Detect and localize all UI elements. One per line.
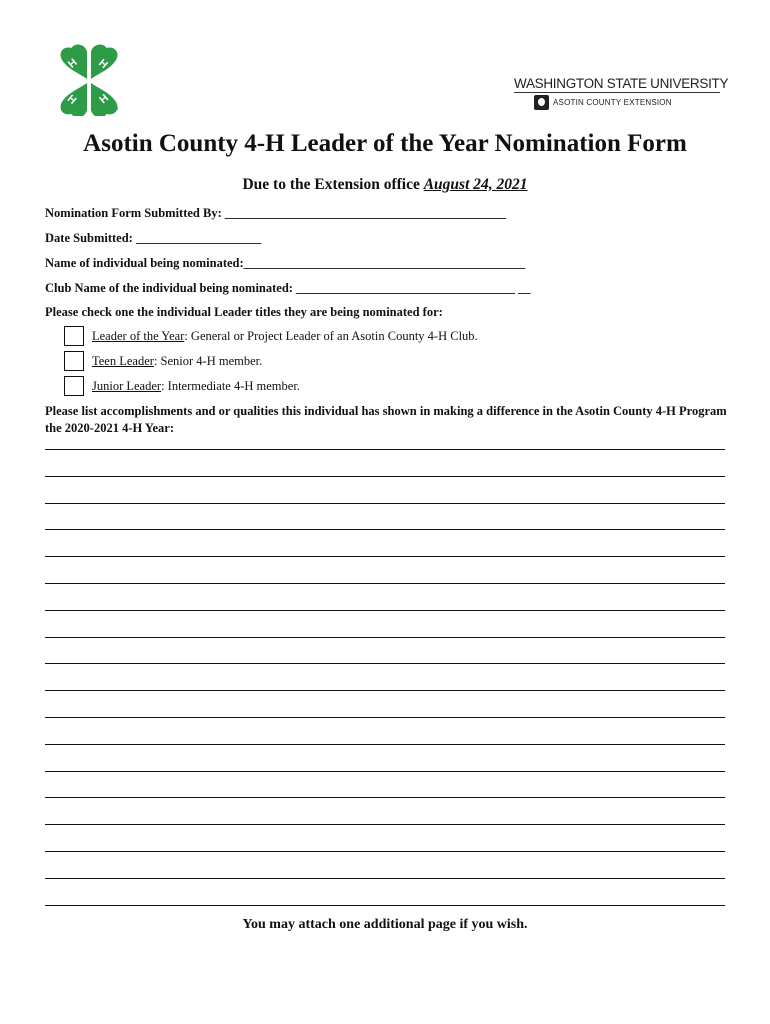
option-leader-of-year: [64, 325, 478, 347]
checkbox-leader-of-year[interactable]: [64, 326, 84, 346]
answer-line[interactable]: [45, 583, 725, 584]
answer-line[interactable]: [45, 797, 725, 798]
date-submitted-field[interactable]: Date Submitted: ____________________: [45, 231, 261, 245]
answer-line[interactable]: [45, 503, 725, 504]
answer-line[interactable]: [45, 637, 725, 638]
club-name-field[interactable]: Club Name of the individual being nominated: ___________________________________ __: [45, 281, 531, 295]
option-desc: : Senior 4-H member.: [153, 353, 263, 368]
answer-line[interactable]: [45, 449, 725, 450]
answer-line[interactable]: [45, 905, 725, 906]
due-date: August 24, 2021: [423, 176, 528, 193]
option-desc: : Intermediate 4-H member.: [161, 378, 300, 393]
answer-line[interactable]: [45, 529, 725, 530]
due-prefix: Due to the Extension office: [242, 176, 424, 193]
accomplishments-prompt: Please list accomplishments and or qualities this individual has shown in making a difference in the Asotin County 4-H Program the 2020-2021 4-H Year:: [45, 404, 727, 435]
option-label: Leader of the Year: [92, 328, 185, 343]
answer-line[interactable]: [45, 824, 725, 825]
option-label: Teen Leader: [92, 353, 154, 368]
svg-text:H: H: [64, 92, 79, 107]
answer-line[interactable]: [45, 717, 725, 718]
wsu-logo: [514, 76, 729, 110]
4h-clover-logo: [50, 44, 128, 116]
answer-line[interactable]: [45, 744, 725, 745]
answer-line[interactable]: [45, 476, 725, 477]
wsu-cougar-icon: [534, 95, 549, 110]
answer-line[interactable]: [45, 663, 725, 664]
option-junior-leader: [64, 375, 300, 397]
checkbox-junior-leader[interactable]: [64, 376, 84, 396]
answer-line[interactable]: [45, 556, 725, 557]
option-label: Junior Leader: [92, 378, 162, 393]
wsu-extension-label: ASOTIN COUNTY EXTENSION: [553, 98, 672, 107]
svg-text:H: H: [65, 56, 80, 71]
answer-line[interactable]: [45, 851, 725, 852]
answer-line[interactable]: [45, 878, 725, 879]
svg-text:H: H: [96, 57, 110, 72]
wsu-name: WASHINGTON STATE UNIVERSITY: [514, 76, 729, 91]
svg-text:H: H: [97, 92, 111, 107]
option-teen-leader: [64, 350, 262, 372]
answer-line[interactable]: [45, 771, 725, 772]
form-title: Asotin County 4-H Leader of the Year Nomination Form: [83, 130, 687, 157]
checkbox-teen-leader[interactable]: [64, 351, 84, 371]
footer-note: You may attach one additional page if you wish.: [242, 917, 528, 932]
answer-line[interactable]: [45, 610, 725, 611]
nominee-name-field[interactable]: Name of individual being nominated:_____________________________________________: [45, 256, 525, 270]
submitted-by-field[interactable]: Nomination Form Submitted By: _____________________________________________: [45, 206, 507, 220]
due-line: [0, 176, 770, 194]
answer-line[interactable]: [45, 690, 725, 691]
option-desc: : General or Project Leader of an Asotin County 4-H Club.: [184, 328, 478, 343]
leader-title-prompt: Please check one the individual Leader titles they are being nominated for:: [45, 305, 443, 319]
